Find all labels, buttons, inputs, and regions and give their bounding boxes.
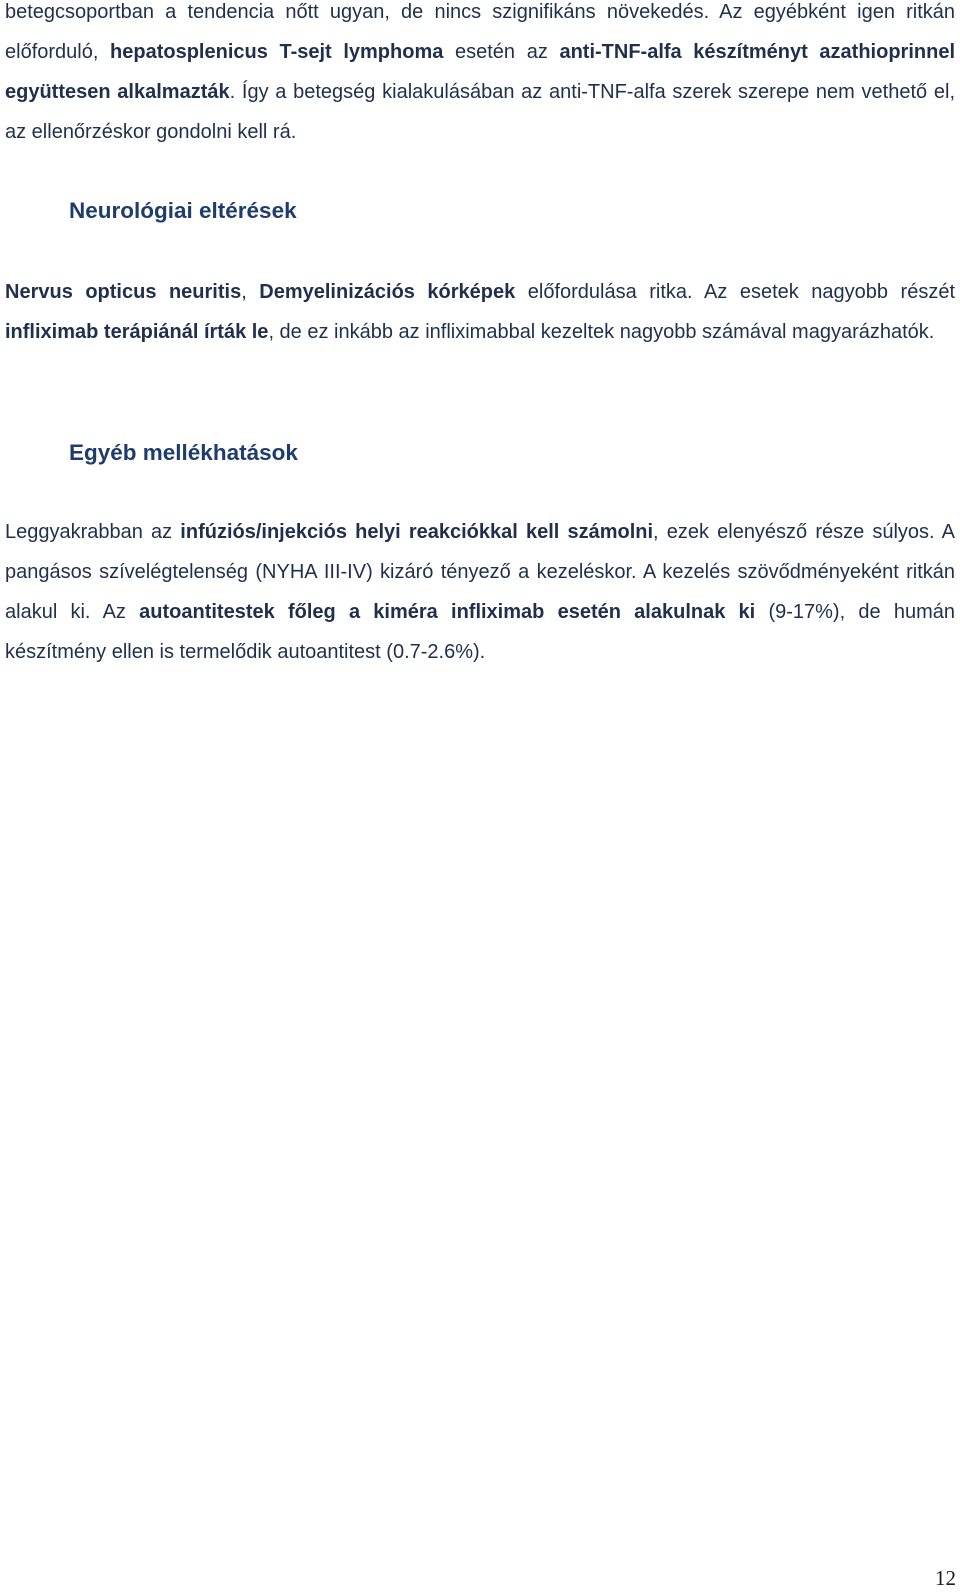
text-segment: (9-17%), de humán készítmény ellen is termelődik autoantitest (0.7-2.6%). bbox=[5, 601, 955, 663]
text-segment: , de ez inkább az infliximabbal kezeltek nagyobb számával magyarázhatók. bbox=[268, 321, 935, 343]
bold-text-segment: Nervus opticus neuritis bbox=[5, 281, 242, 303]
bold-text-segment: hepatosplenicus T-sejt lymphoma bbox=[110, 41, 444, 63]
paragraph-neurologic bbox=[5, 272, 955, 352]
section-heading-other-side-effects: Egyéb mellékhatások bbox=[69, 440, 298, 465]
section-heading-neurologic: Neurológiai eltérések bbox=[69, 198, 297, 223]
text-segment: , ezek elenyésző része súlyos. A pangásos szívelégtelenség (NYHA III-IV) kizáró tényező a kezeléskor. A kezelés szövődményeként ritkán alakul ki. Az bbox=[5, 521, 955, 623]
bold-text-segment: infúziós/injekciós helyi reakciókkal kell számolni bbox=[180, 521, 654, 543]
bold-text-segment: anti-TNF-alfa készítményt azathioprinnel együttesen alkalmazták bbox=[5, 41, 955, 103]
bold-text-segment: Demyelinizációs kórképek bbox=[259, 281, 516, 303]
text-segment: Leggyakrabban az bbox=[5, 521, 181, 543]
bold-text-segment: autoantitestek főleg a kiméra infliximab esetén alakulnak ki bbox=[139, 601, 756, 623]
text-segment: , bbox=[241, 281, 260, 303]
text-segment: betegcsoportban a tendencia nőtt ugyan, de nincs szignifikáns növekedés. Az egyébként igen ritkán előforduló, bbox=[5, 1, 955, 63]
text-segment: előfordulása ritka. Az esetek nagyobb részét bbox=[515, 281, 956, 303]
text-segment: . Így a betegség kialakulásában az anti-TNF-alfa szerek szerepe nem vethető el, az ellenőrzéskor gondolni kell rá. bbox=[5, 81, 955, 143]
text-segment: esetén az bbox=[443, 41, 560, 63]
paragraph-lymphoma bbox=[5, 0, 955, 152]
bold-text-segment: infliximab terápiánál írták le bbox=[5, 321, 269, 343]
paragraph-other-side-effects bbox=[5, 512, 955, 672]
page-number: 12 bbox=[935, 1566, 956, 1590]
